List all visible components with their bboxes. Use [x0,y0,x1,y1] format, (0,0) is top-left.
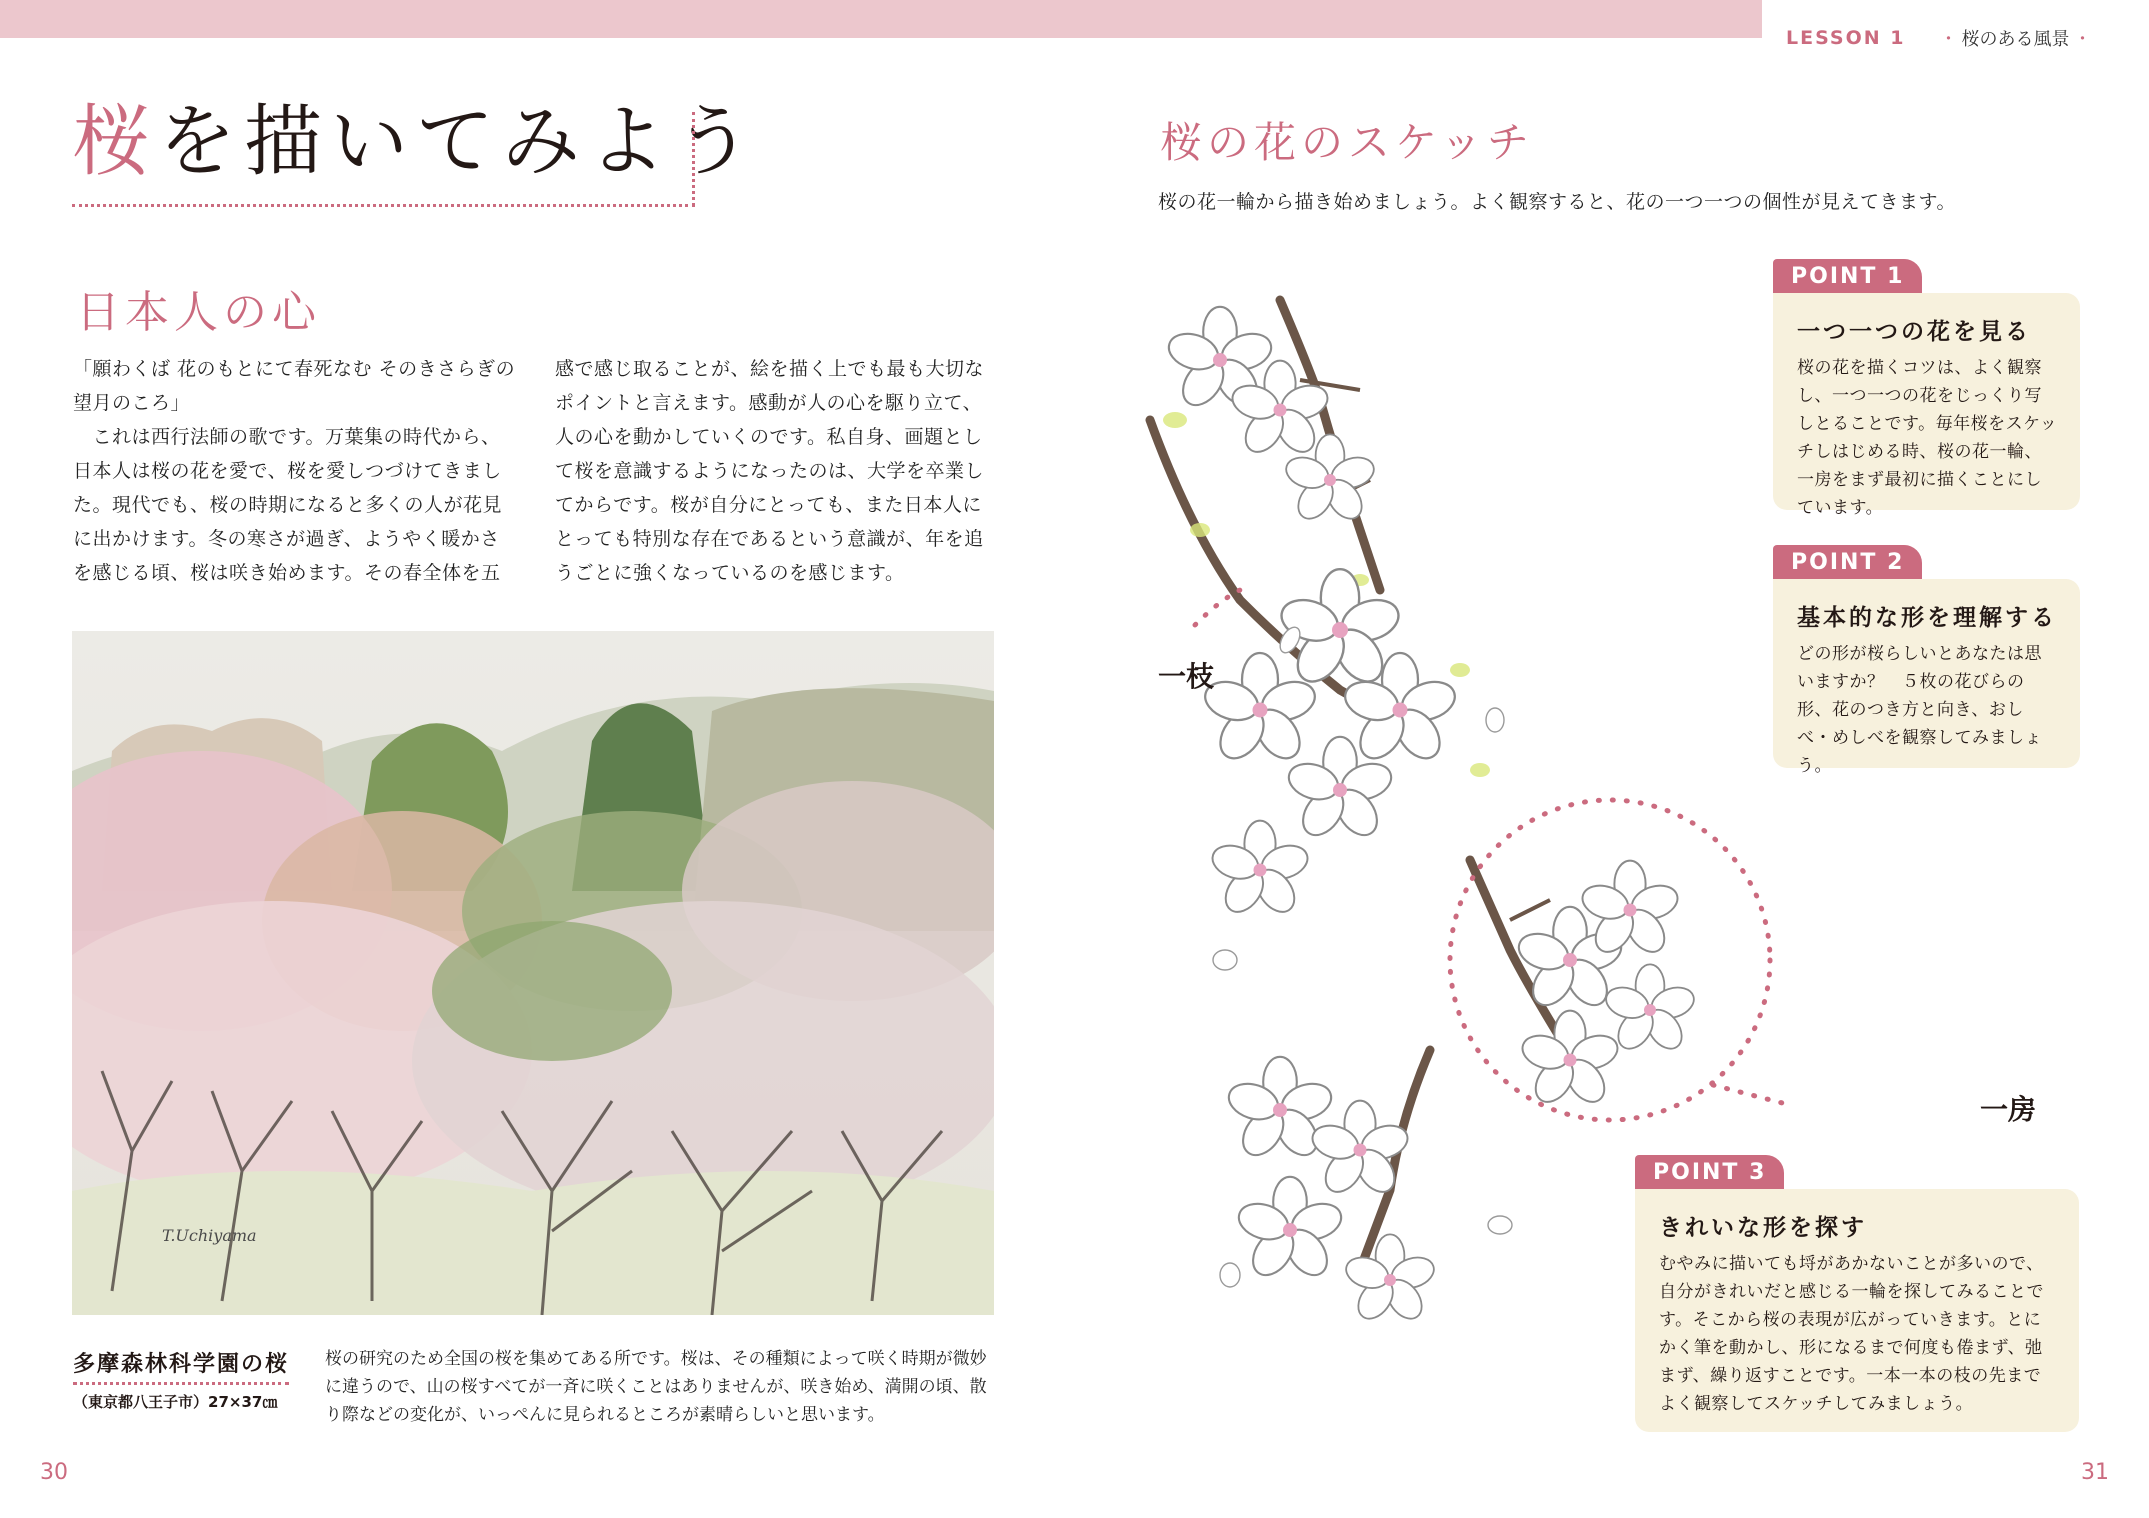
title-divider-horizontal [72,204,695,207]
point-1-heading: 一つ一つの花を見る [1797,319,2031,345]
sketch-title: 桜の花のスケッチ [1160,118,1534,167]
point-1-text: 桜の花を描くコツは、よく観察し、一つ一つの花をじっくり写しとることです。毎年桜をスケッチしはじめる時、桜の花一輪、一房をまず最初に描くことにしています。 [1797,358,2058,518]
body-column-2 [555,352,1000,590]
point-3-box [1635,1189,2079,1432]
lesson-section: ・ 桜のある風景 ・ [1939,28,2092,50]
landscape-painting [72,631,994,1315]
lesson-tab [1762,0,2149,75]
point-2-heading: 基本的な形を理解する [1797,605,2057,631]
point-2-tag: POINT 2 [1773,545,1922,579]
page-number-right: 31 [2081,1460,2109,1485]
point-1-tag: POINT 1 [1773,259,1922,293]
caption-title: 多摩森林科学園の桜 [73,1347,289,1385]
body-column-1 [73,352,518,590]
point-3-heading: きれいな形を探す [1659,1215,1867,1241]
point-2-text: どの形が桜らしいとあなたは思いますか？ ５枚の花びらの形、花のつき方と向き、おしべ・めしべを観察してみましょう。 [1797,644,2042,776]
painting-signature: T.Uchiyama [162,1226,257,1245]
title-divider-vertical [692,112,695,206]
label-cluster: 一房 [1980,1093,2037,1126]
point-2-box [1773,579,2080,776]
point-3-tag: POINT 3 [1635,1155,1784,1189]
caption-text: 桜の研究のため全国の桜を集めてある所です。桜は、その種類によって咲く時期が微妙に違うので、山の桜すべてが一斉に咲くことはありませんが、咲き始め、満開の頃、散り際などの変化が、いっぺんに見られるところが素晴らしいと思います。 [325,1349,987,1425]
point-1-box [1773,293,2080,518]
lesson-label: LESSON 1 [1786,26,1906,49]
body-paragraph: これは西行法師の歌です。万葉集の時代から、日本人は桜の花を愛で、桜を愛しつづけてきました。現代でも、桜の時期になると多くの人が花見に出かけます。冬の寒さが過ぎ、ようやく暖かさを感じる頃、桜は咲き始めます。その春全体を五 [73,426,503,584]
page-title: 桜を描いてみよう [72,97,761,187]
point-3-text: むやみに描いても埒があかないことが多いので、自分がきれいだと感じる一輪を探してみることです。そこから桜の表現が広がっていきます。とにかく筆を動かし、形になるまで何度も倦まず、弛まず、繰り返すことです。一本一本の枝の先までよく観察してスケッチしてみましょう。 [1659,1254,2044,1414]
sketch-intro: 桜の花一輪から描き始めましょう。よく観察すると、花の一つ一つの個性が見えてきます。 [1158,191,1956,213]
section-heading: 日本人の心 [76,287,321,338]
label-branch: 一枝 [1158,660,1215,693]
page-number-left: 30 [40,1460,68,1485]
body-paragraph-cont: 感で感じ取ることが、絵を描く上でも最も大切なポイントと言えます。感動が人の心を駆り立て、人の心を動かしていくのです。私自身、画題として桜を意識するようになったのは、大学を卒業してからです。桜が自分にとっても、また日本人にとっても特別な存在であるという意識が、年を追うごとに強くなっているのを感じます。 [555,358,985,584]
poem-quote: 「願わくば 花のもとにて春死なむ そのきさらぎの望月のころ」 [73,358,516,414]
caption-subtitle: （東京都八王子市）27×37㎝ [73,1393,278,1411]
